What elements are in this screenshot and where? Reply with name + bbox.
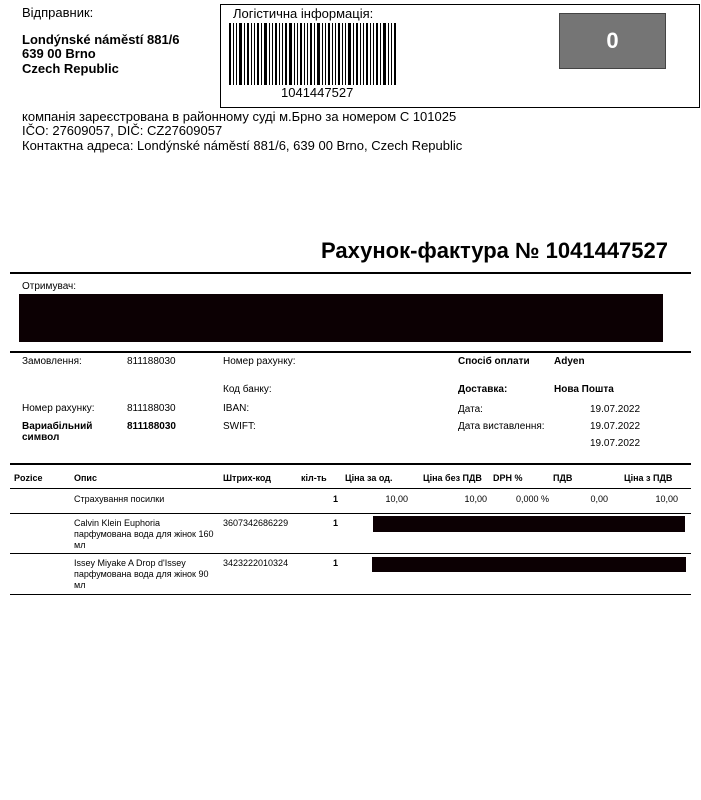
row-qty: 1 [333, 494, 339, 504]
row-qty: 1 [333, 558, 339, 568]
row-barcode: 3607342686229 [223, 518, 289, 528]
table-header-divider [10, 488, 691, 489]
row-price-redaction [373, 516, 685, 532]
company-ids: IČO: 27609057, DIČ: CZ27609057 [22, 123, 223, 138]
order-label: Замовлення: [22, 356, 82, 367]
barcode-image [229, 23, 409, 85]
row-description: Страхування посилки [74, 494, 165, 504]
issue-date-label: Дата виставлення: [458, 421, 545, 432]
row-barcode: 3423222010324 [223, 558, 289, 568]
logistics-count-box: 0 [559, 13, 666, 69]
bank-account-label: Номер рахунку: [223, 356, 296, 367]
row-price-no-vat: 10,00 [464, 494, 487, 504]
col-header-price-with-vat: Ціна з ПДВ [624, 473, 673, 483]
extra-date-value: 19.07.2022 [590, 438, 641, 449]
row-vat: 0,00 [590, 494, 608, 504]
company-registration: компанія зареєстрована в районному суді м.Брно за номером C 101025 [22, 109, 457, 124]
payment-method-value: Adyen [554, 356, 585, 367]
variable-symbol-value: 811188030 [127, 421, 176, 432]
bank-code-label: Код банку: [223, 384, 272, 395]
barcode-number: 1041447527 [281, 85, 354, 100]
delivery-label: Доставка: [458, 384, 508, 395]
swift-label: SWIFT: [223, 421, 256, 432]
company-contact-address: Контактна адреса: Londýnské náměstí 881/6, 639 00 Brno, Czech Republic [22, 138, 463, 153]
sender-street: Londýnské náměstí 881/6 [22, 32, 180, 47]
recipient-divider [10, 351, 691, 353]
logistics-label: Логістична інформація: [233, 6, 374, 21]
table-row [0, 490, 701, 514]
col-header-dph: DPH % [493, 473, 523, 483]
title-divider [10, 272, 691, 274]
row-description: Calvin Klein Euphoria парфумована вода для жінок 160 мл [74, 518, 214, 550]
delivery-value: Нова Пошта [554, 384, 614, 395]
sender-city: 639 00 Brno [22, 46, 96, 61]
row-price-redaction [372, 557, 686, 572]
col-header-description: Опис [74, 473, 97, 483]
row-dph: 0,000 % [516, 494, 550, 504]
invoice-title: Рахунок-фактура № 1041447527 [321, 238, 668, 263]
recipient-label: Отримувач: [22, 281, 77, 292]
date-value: 19.07.2022 [590, 404, 641, 415]
order-value: 811188030 [127, 356, 176, 367]
account-label: Номер рахунку: [22, 403, 95, 414]
iban-label: IBAN: [223, 403, 250, 414]
sender-country: Czech Republic [22, 61, 119, 76]
table-bottom-divider [10, 594, 691, 595]
payment-method-label: Спосіб оплати [458, 356, 530, 367]
table-row [0, 554, 701, 594]
logistics-box [220, 4, 700, 108]
col-header-qty: кіл-ть [301, 473, 327, 483]
row-price-with-vat: 10,00 [655, 494, 678, 504]
sender-label: Відправник: [22, 5, 94, 20]
issue-date-value: 19.07.2022 [590, 421, 641, 432]
col-header-unit-price: Ціна за од. [345, 473, 393, 483]
date-label: Дата: [458, 404, 483, 415]
col-header-vat: ПДВ [553, 473, 573, 483]
variable-symbol-label: Вариабільний символ [22, 421, 93, 443]
details-divider [10, 463, 691, 465]
col-header-barcode: Штрих-код [223, 473, 271, 483]
account-value: 811188030 [127, 403, 176, 414]
row-qty: 1 [333, 518, 339, 528]
col-header-price-no-vat: Ціна без ПДВ [423, 473, 482, 483]
col-header-position: Pozice [14, 473, 43, 483]
row-unit-price: 10,00 [385, 494, 408, 504]
recipient-redaction [19, 294, 663, 342]
row-description: Issey Miyake A Drop d'Issey парфумована вода для жінок 90 мл [74, 558, 209, 590]
table-row [0, 514, 701, 554]
